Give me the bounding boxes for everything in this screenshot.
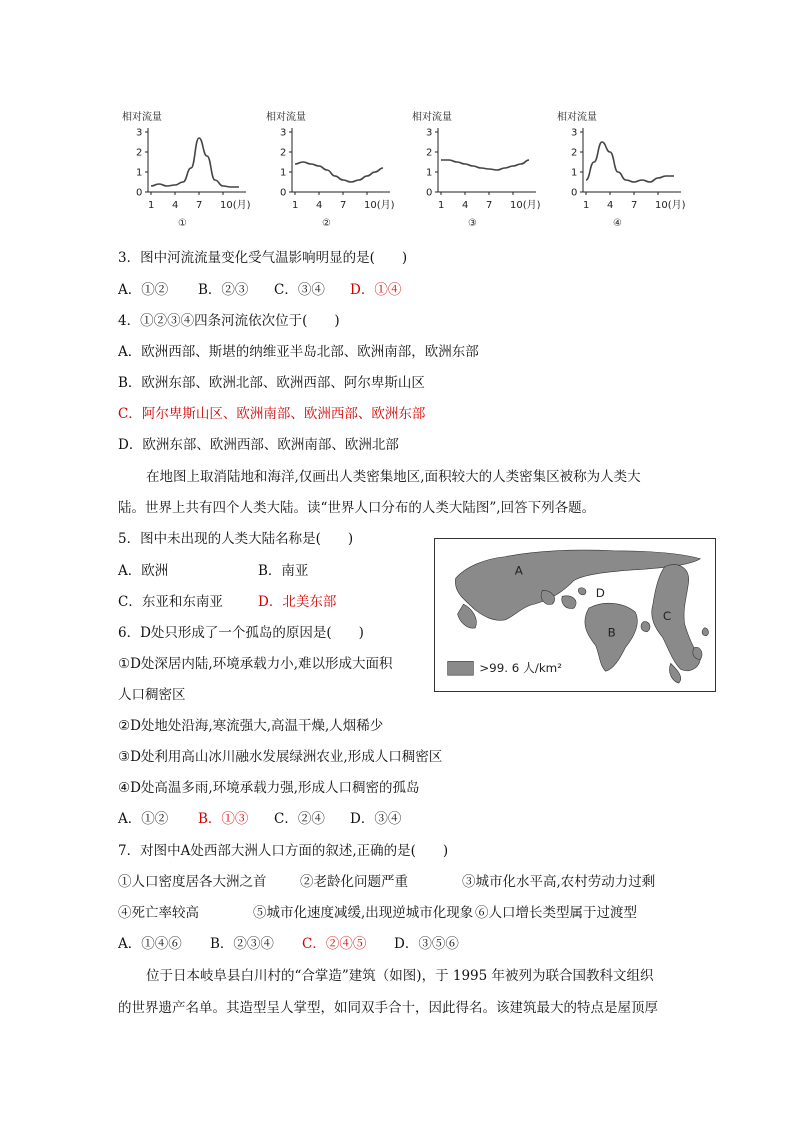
population-region-shape [702,628,708,636]
chart-ytick-label: 3 [426,127,433,139]
chart-flow-line [441,160,529,170]
chart-flow-line [295,162,383,182]
chart-ytick-label: 0 [280,187,287,199]
chart-xtick-label: 10(月) [220,200,251,211]
chart-ytick-label: 2 [280,147,287,159]
map-label-b: B [607,625,616,640]
chart-xtick-label: 4 [316,200,323,211]
chart-xtick-label: 4 [462,200,469,211]
river-chart-2 [262,108,402,233]
chart-xtick-label: 1 [292,200,299,211]
q6-statement-4: ④D处高温多雨,环境承载力强,形成人口稠密的孤岛 [118,780,420,796]
chart-xtick-label: 7 [196,200,203,211]
map-label-a: A [514,563,523,578]
map-label-c: C [662,608,672,623]
q3-option-a[interactable]: A．①② [118,282,169,298]
q3-option-c[interactable]: C．③④ [274,282,325,298]
q6-option-b[interactable]: B．①③ [198,811,249,827]
q5-option-b[interactable]: B．南亚 [258,563,309,579]
q4-option-b[interactable]: B．欧洲东部、欧洲北部、欧洲西部、阿尔卑斯山区 [118,375,425,391]
q3-option-b[interactable]: B．②③ [198,282,249,298]
river-chart-1 [118,108,258,233]
chart-caption: ① [178,218,187,229]
q6-statement-1b: 人口稠密区 [118,687,186,703]
q3-options [118,280,401,300]
chart-svg [118,108,258,233]
q6-statement-1a: ①D处深居内陆,环境承载力小,难以形成大面积 [118,656,393,672]
population-region-shape [562,596,576,609]
chart-ytick-label: 0 [136,187,143,199]
q7-options [118,934,459,954]
chart-ylabel: 相对流量 [412,112,452,123]
chart-ytick-label: 0 [571,187,578,199]
q6-options [118,809,401,829]
chart-xtick-label: 4 [607,200,614,211]
q7-option-b[interactable]: B．②③④ [210,936,274,952]
q7-stem: 7．对图中A处西部大洲人口方面的叙述,正确的是( ) [118,843,449,859]
closing-paragraph-line1: 位于日本岐阜县白川村的“合掌造”建筑（如图)，于 1995 年被列为联合国教科文组织 [146,968,654,984]
chart-flow-line [151,138,239,187]
chart-ytick-label: 3 [136,127,143,139]
q7-statement-3: ③城市化水平高,农村劳动力过剩 [462,874,656,890]
q7-option-a[interactable]: A．①④⑥ [118,936,182,952]
q7-option-d[interactable]: D．③⑤⑥ [394,936,459,952]
q6-stem: 6．D处只形成了一个孤岛的原因是( ) [118,625,364,641]
chart-ylabel: 相对流量 [557,112,597,123]
q5-option-a[interactable]: A．欧洲 [118,563,169,579]
chart-ylabel: 相对流量 [122,112,162,123]
chart-ytick-label: 0 [426,187,433,199]
river-chart-4 [553,108,693,233]
q5-options-row2 [118,592,336,612]
chart-caption: ③ [468,218,477,229]
chart-xtick-label: 10(月) [510,200,541,211]
chart-ytick-label: 1 [280,167,287,179]
q7-statement-5: ⑤城市化速度减缓,出现逆城市化现象 [253,905,474,921]
q4-option-d[interactable]: D．欧洲东部、欧洲西部、欧洲南部、欧洲北部 [118,437,399,453]
q7-statements-row2 [118,903,637,923]
q7-statement-6: ⑥人口增长类型属于过渡型 [475,905,637,921]
chart-caption: ② [322,218,331,229]
q4-option-c[interactable]: C．阿尔卑斯山区、欧洲南部、欧洲西部、欧洲东部 [118,406,426,422]
q6-option-c[interactable]: C．②④ [274,811,325,827]
chart-ytick-label: 3 [571,127,578,139]
chart-ytick-label: 1 [426,167,433,179]
q3-option-d[interactable]: D．①④ [350,282,402,298]
chart-xtick-label: 4 [172,200,179,211]
population-region-shape [641,622,650,632]
chart-ytick-label: 2 [136,147,143,159]
q5-stem: 5．图中未出现的人类大陆名称是( ) [118,531,354,547]
legend-swatch [448,661,474,675]
q7-statement-4: ④死亡率较高 [118,905,199,921]
chart-svg [408,108,548,233]
legend-label: >99. 6 人/km² [479,661,562,676]
chart-ytick-label: 2 [426,147,433,159]
chart-flow-line [586,142,674,182]
q4-stem: 4．①②③④四条河流依次位于( ) [118,313,340,329]
q7-statements-row1 [118,872,655,892]
closing-paragraph-line2: 的世界遗产名单。其造型呈人掌型，如同双手合十，因此得名。该建筑最大的特点是屋顶厚 [118,1000,658,1016]
q5-options-row1 [118,561,308,581]
q6-statement-3: ③D处利用高山冰川融水发展绿洲农业,形成人口稠密区 [118,749,443,765]
chart-xtick-label: 7 [340,200,347,211]
q5-option-c[interactable]: C．东亚和东南亚 [118,594,223,610]
q5-option-d[interactable]: D．北美东部 [258,594,337,610]
chart-ytick-label: 2 [571,147,578,159]
intro-paragraph-line2: 陆。世界上共有四个人类大陆。读“世界人口分布的人类大陆图”,回答下列各题。 [118,500,596,516]
chart-ylabel: 相对流量 [266,112,306,123]
chart-xtick-label: 10(月) [364,200,395,211]
q6-statement-2: ②D处地处沿海,寒流强大,高温干燥,人烟稀少 [118,718,384,734]
q3-stem: 3．图中河流流量变化受气温影响明显的是( ) [118,250,408,266]
chart-ytick-label: 3 [280,127,287,139]
q6-option-a[interactable]: A．①② [118,811,169,827]
chart-xtick-label: 7 [631,200,638,211]
chart-xtick-label: 1 [438,200,445,211]
map-label-d: D [595,586,605,601]
q7-option-c[interactable]: C．②④⑤ [302,936,367,952]
chart-xtick-label: 10(月) [655,200,686,211]
intro-paragraph-line1: 在地图上取消陆地和海洋,仅画出人类密集地区,面积较大的人类密集区被称为人类大 [146,469,641,485]
population-region-shape [578,588,585,595]
population-map [434,538,716,692]
chart-xtick-label: 7 [486,200,493,211]
q7-statement-1: ①人口密度居各大洲之首 [118,874,267,890]
chart-ytick-label: 1 [136,167,143,179]
river-chart-3 [408,108,548,233]
q4-option-a[interactable]: A．欧洲西部、斯堪的纳维亚半岛北部、欧洲南部，欧洲东部 [118,344,479,360]
chart-ytick-label: 1 [571,167,578,179]
chart-xtick-label: 1 [148,200,155,211]
population-regions [448,550,709,683]
population-map-svg [435,539,715,691]
chart-svg [262,108,402,233]
chart-caption: ④ [613,218,622,229]
chart-svg [553,108,693,233]
q7-statement-2: ②老龄化问题严重 [300,874,408,890]
chart-xtick-label: 1 [583,200,590,211]
q6-option-d[interactable]: D．③④ [350,811,402,827]
